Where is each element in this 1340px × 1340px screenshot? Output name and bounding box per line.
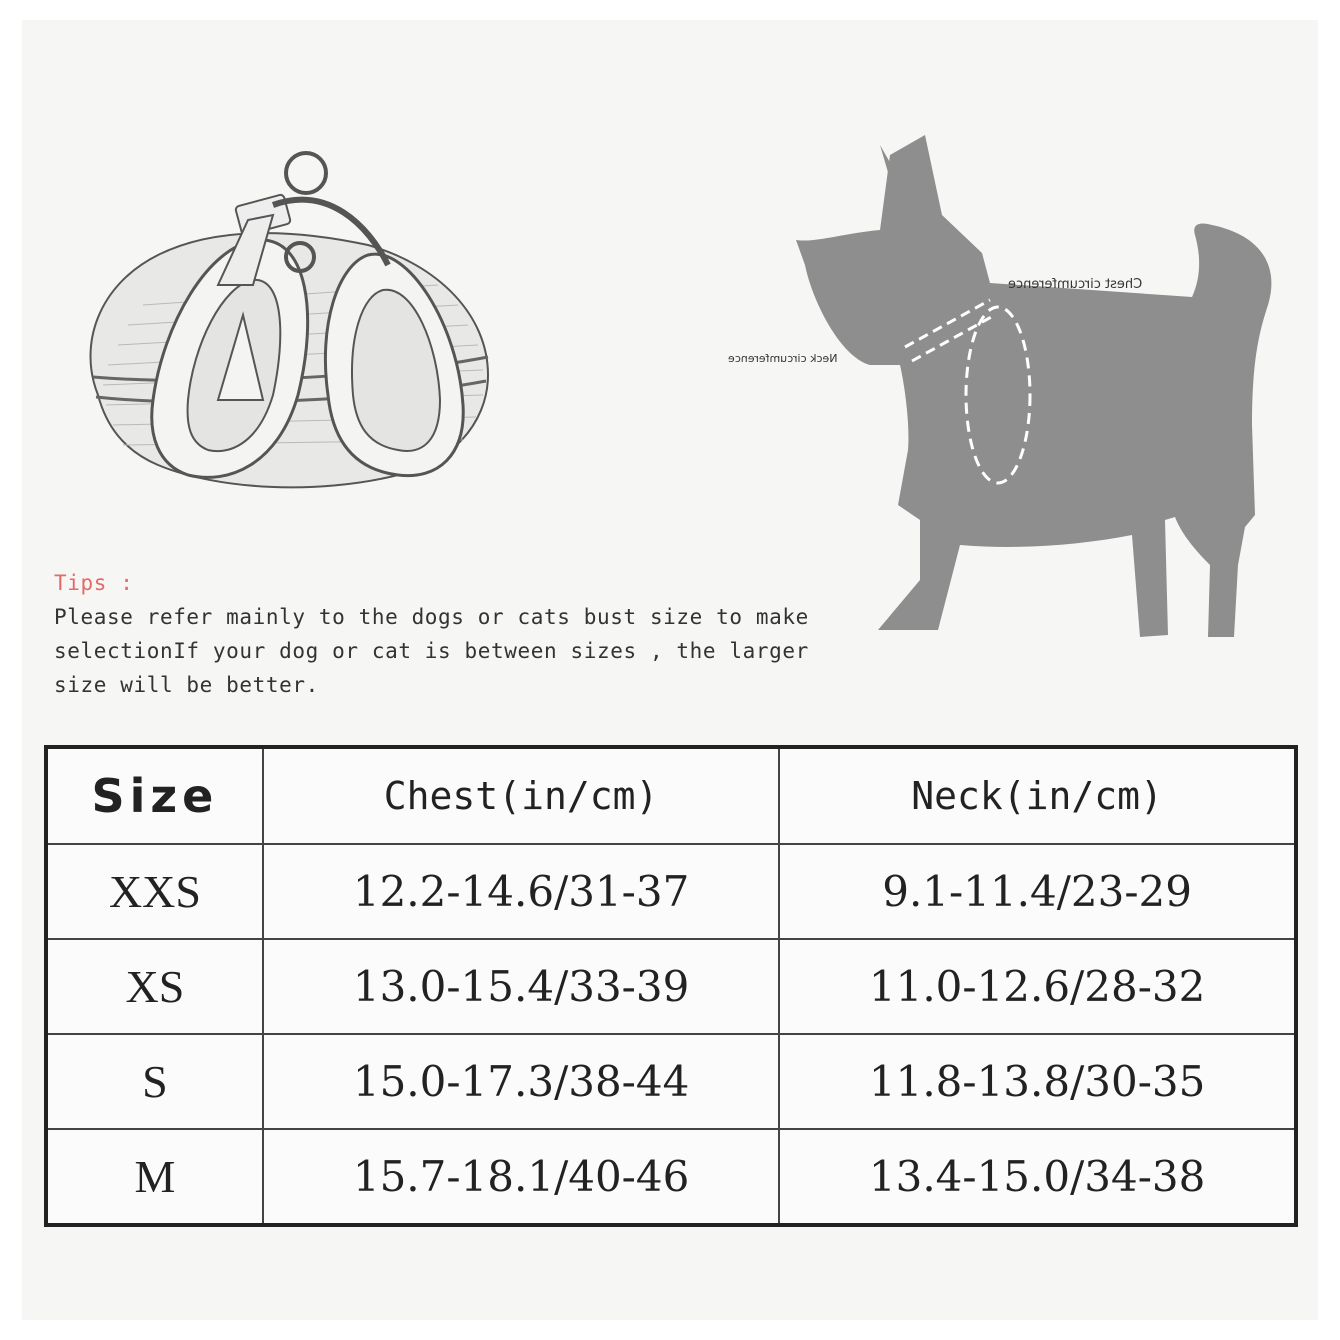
table-row [46, 939, 1296, 1034]
chest-circumference-text: Chest circumference [1008, 277, 1143, 292]
harness-illustration [68, 145, 508, 505]
neck-circumference-label [728, 352, 838, 365]
size-cell: M [46, 1129, 263, 1225]
neck-cell: 9.1-11.4/23-29 [779, 844, 1296, 939]
size-cell: S [46, 1034, 263, 1129]
neck-cell: 13.4-15.0/34-38 [779, 1129, 1296, 1225]
chest-cell: 15.0-17.3/38-44 [263, 1034, 779, 1129]
chest-cell: 13.0-15.4/33-39 [263, 939, 779, 1034]
header-chest: Chest(in/cm) [263, 747, 779, 844]
table-header-row [46, 747, 1296, 844]
table-row [46, 1129, 1296, 1225]
neck-cell: 11.0-12.6/28-32 [779, 939, 1296, 1034]
neck-circumference-text: Neck circumference [728, 352, 838, 365]
size-cell: XXS [46, 844, 263, 939]
chest-circumference-label [1008, 277, 1142, 292]
size-cell: XS [46, 939, 263, 1034]
header-size: Size [46, 747, 263, 844]
neck-cell: 11.8-13.8/30-35 [779, 1034, 1296, 1129]
table-row [46, 1034, 1296, 1129]
chest-cell: 15.7-18.1/40-46 [263, 1129, 779, 1225]
tips-title: Tips : [54, 571, 134, 595]
chest-cell: 12.2-14.6/31-37 [263, 844, 779, 939]
tips-section [54, 566, 874, 702]
tips-body: Please refer mainly to the dogs or cats bust size to make selectionIf your dog or cat is between sizes , the larger size will be better. [54, 605, 809, 697]
size-chart-table [44, 745, 1298, 1227]
table-row [46, 844, 1296, 939]
header-neck: Neck(in/cm) [779, 747, 1296, 844]
